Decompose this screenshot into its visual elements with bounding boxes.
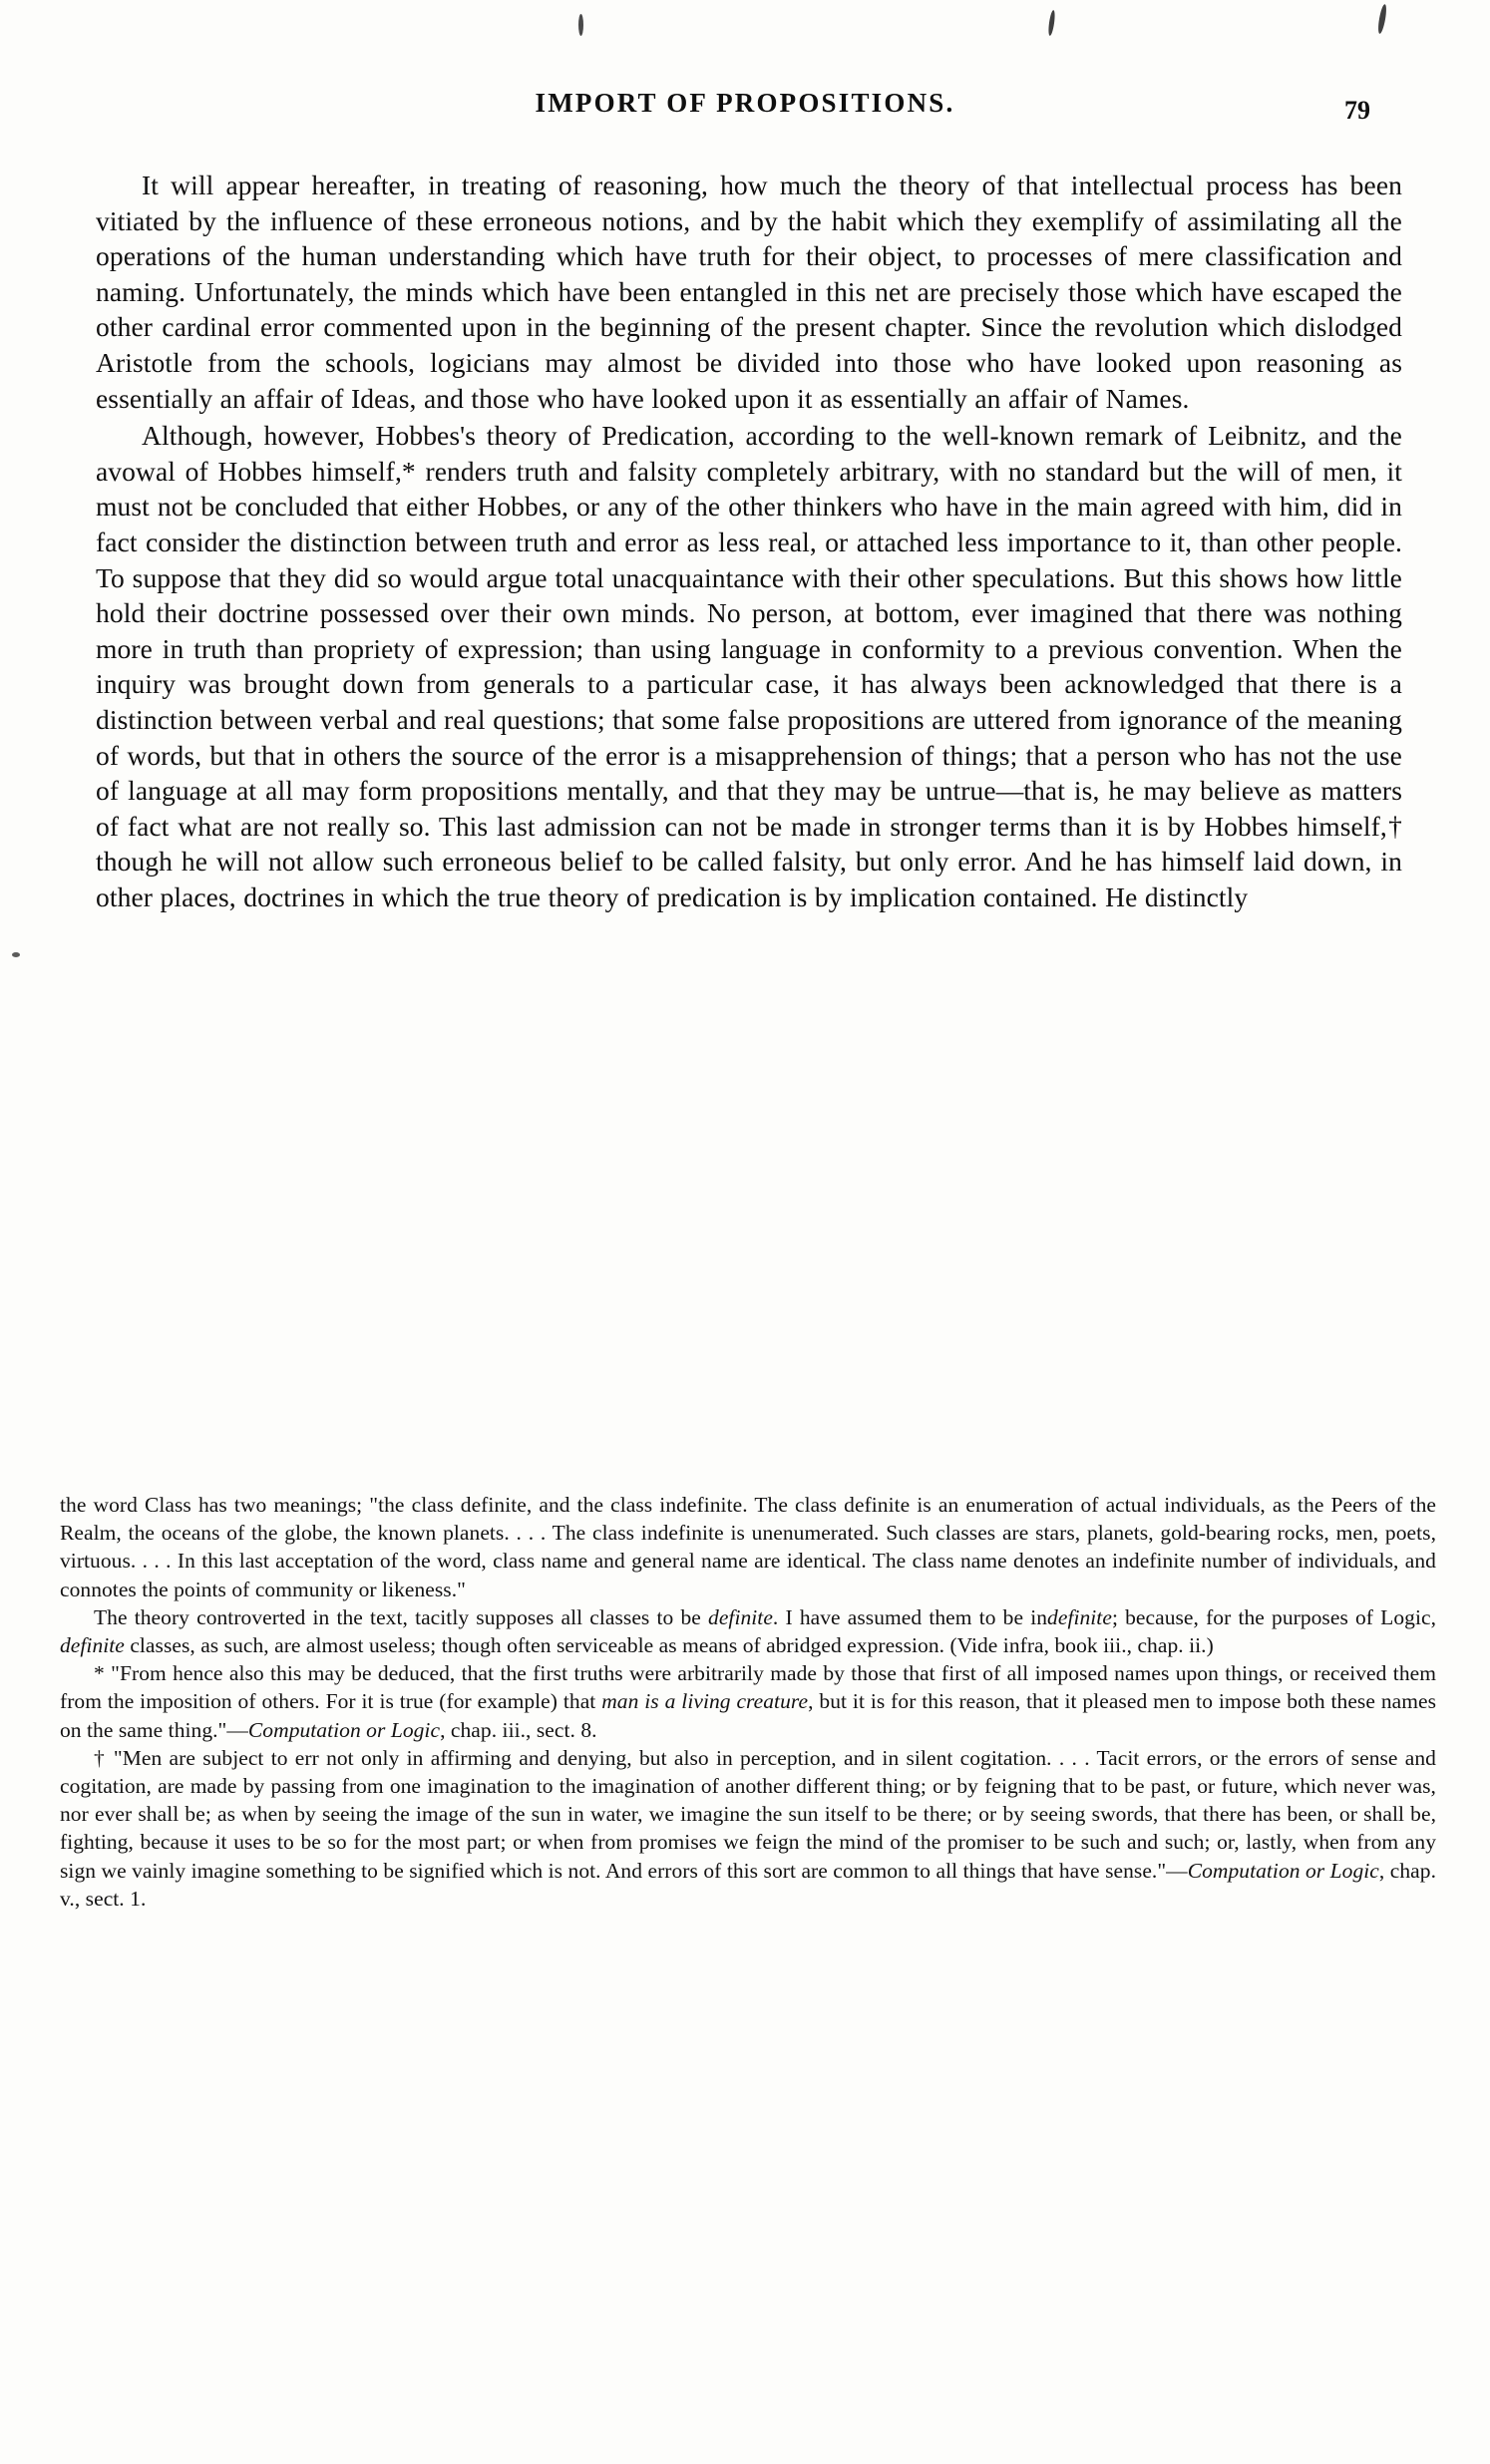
body-paragraph: Although, however, Hobbes's theory of Predication, according to the well-known remark of Leibnitz, and the avowal of Hobbes himself,* renders truth and falsity completely arbitrary, with no standard but the will of men, it must not be concluded that either Hobbes, or any of the other thinkers who have in the main agreed with him, did in fact consider the distinction between truth and error as less real, or attached less importance to it, than other people. To suppose that they did so would argue total unacquaintance with their other speculations. But this shows how little hold their doctrine possessed over their own minds. No person, at bottom, ever imagined that there was nothing more in truth than propriety of expression; than using language in conformity to a previous convention. When the inquiry was brought down from generals to a particular case, it has always been acknowledged that there is a distinction between verbal and real questions; that some false propositions are uttered from ignorance of the meaning of words, but that in others the source of the error is a misapprehension of things; that a person who has not the use of language at all may form propositions mentally, and that they may be untrue—that is, he may believe as matters of fact what are not really so. This last admission can not be made in stronger terms than it is by Hobbes himself,† though he will not allow such erroneous belief to be called falsity, but only error. And he has himself laid down, in other places, doctrines in which the true theory of predication is by implication contained. He distinctly	[96, 420, 1402, 912]
footnote-continued: the word Class has two meanings; "the class definite, and the class indefinite. The class definite is an enumeration of actual individuals, as the Peers of the Realm, the oceans of the globe, the known planets. . . . The class indefinite is unenumerated. Such classes are stars, planets, gold-bearing rocks, men, poets, virtuous. . . . In this last acceptation of the word, class name and general name are identical. The class name denotes an indefinite number of individuals, and connotes the points of community or likeness."	[60, 1493, 1436, 1601]
page-header	[0, 88, 1490, 132]
ink-smudge-icon	[12, 952, 20, 957]
footnote-dagger	[60, 1744, 1436, 1913]
body-text	[96, 168, 1402, 914]
ink-smudge-icon	[1376, 4, 1387, 35]
footnote-dagger-text: "Men are subject to err not only in affirming and denying, but also in perception, and in silent cogitation. . . . Tacit errors, or the errors of sense and cogitation, are made by passing from one imagination to the imagination of another different thing; or by feigning that to be past, or future, which never was, nor ever shall be; as when by seeing the image of the sun in water, we imagine the sun itself to be there; or by seeing swords, that there has been, or shall be, fighting, because it uses to be so for the most part; or when from promises we feign the mind of the promiser to be such and such; or, lastly, when from any sign we vainly imagine something to be signified which is not. And errors of this sort are common to all things that have sense."—Computation or Logic, chap. v., sect. 1.	[60, 1745, 1436, 1911]
footnote-asterisk-text: "From hence also this may be deduced, that the first truths were arbitrarily made by those that first of all imposed names upon things, or received them from the imposition of others. For it is true (for example) that man is a living creature, but it is for this reason, that it pleased men to impose both these names on the same thing."—Computation or Logic, chap. iii., sect. 8.	[60, 1661, 1436, 1742]
footnote-marker-asterisk: *	[94, 1661, 105, 1686]
body-paragraph: It will appear hereafter, in treating of reasoning, how much the theory of that intellectual process has been vitiated by the influence of these erroneous notions, and by the habit which they exemplify of assimilating all the operations of the human understanding which have truth for their object, to processes of mere classification and naming. Unfortunately, the minds which have been entangled in this net are precisely those which have escaped the other cardinal error commented upon in the beginning of the present chapter. Since the revolution which dislodged Aristotle from the schools, logicians may almost be divided into those who have looked upon reasoning as essentially an affair of Ideas, and those who have looked upon it as essentially an affair of Names.	[96, 170, 1402, 414]
ink-smudge-icon	[578, 14, 583, 36]
footnotes-section	[60, 1491, 1436, 1913]
page-number: 79	[1344, 96, 1370, 125]
running-head: IMPORT OF PROPOSITIONS.	[535, 88, 955, 118]
footnote-asterisk	[60, 1659, 1436, 1744]
footnote-marker-dagger: †	[94, 1745, 107, 1770]
ink-smudge-icon	[1047, 10, 1056, 36]
footnote-theory: The theory controverted in the text, tacitly supposes all classes to be definite. I have assumed them to be indefinite; because, for the purposes of Logic, definite classes, as such, are almost useless; though often serviceable as means of abridged expression. (Vide infra, book iii., chap. ii.)	[60, 1604, 1436, 1658]
